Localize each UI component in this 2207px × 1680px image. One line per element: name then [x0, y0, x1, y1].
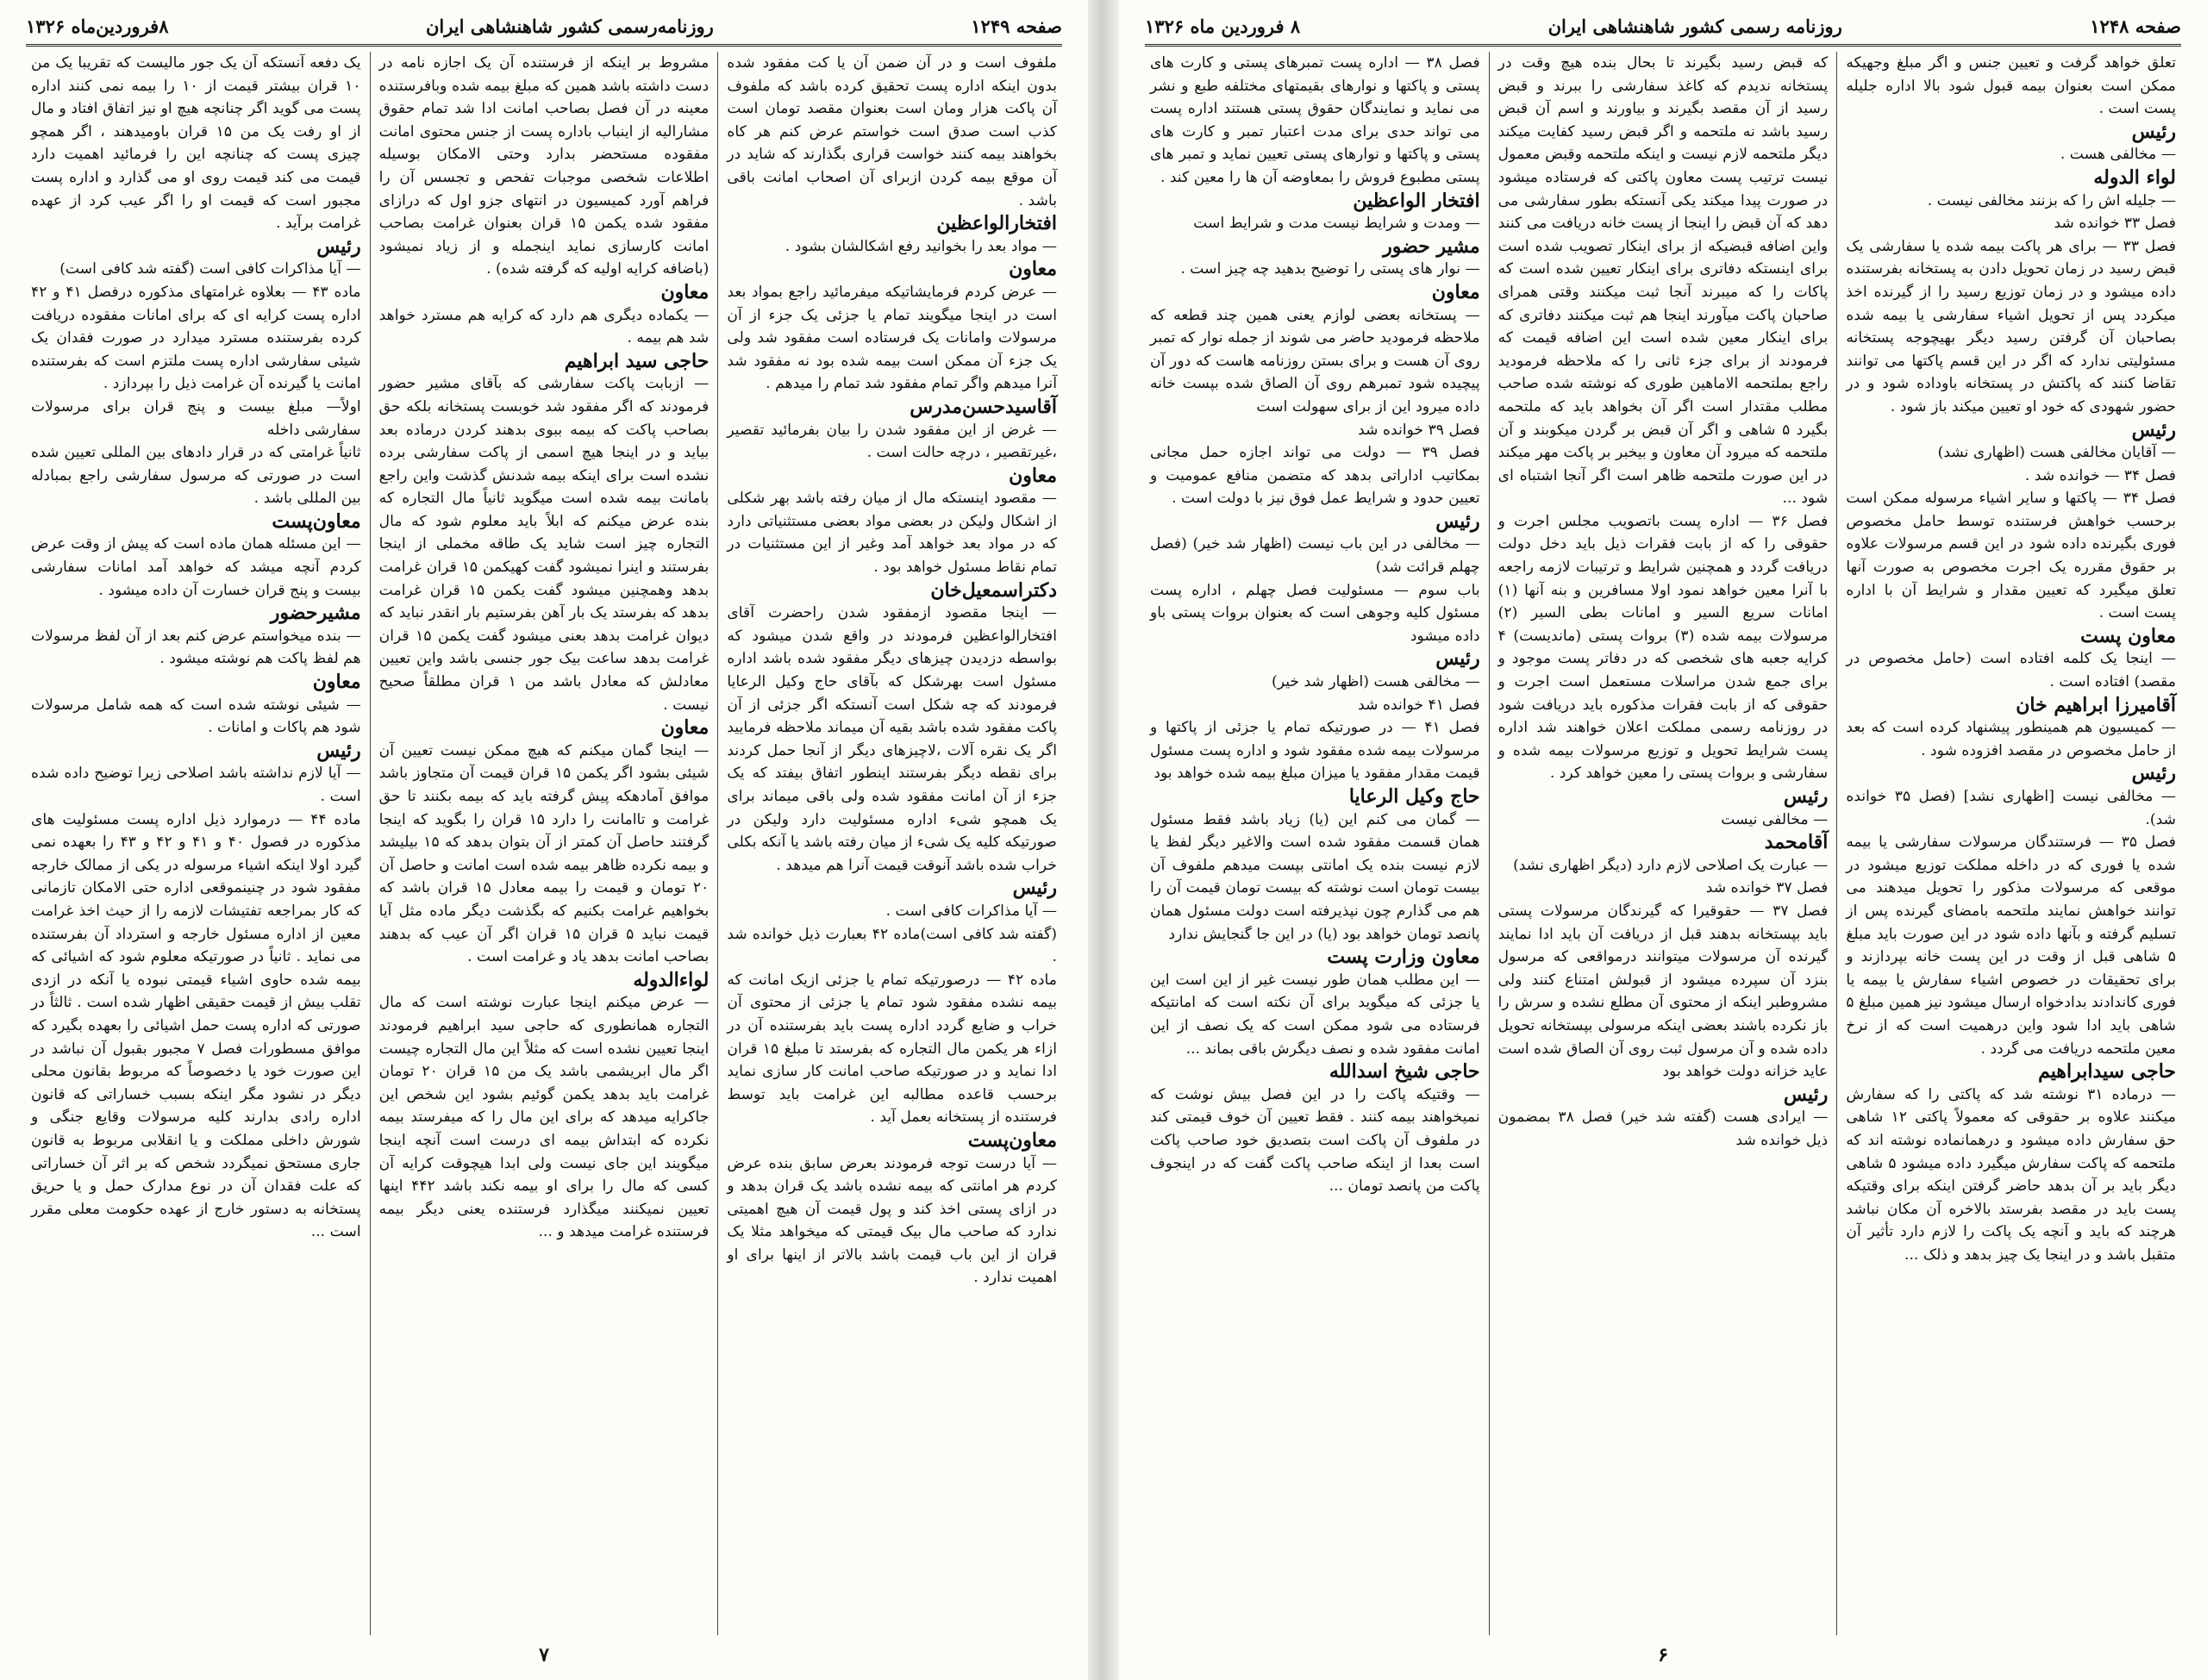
paragraph: فصل ۳۵ — فرستندگان مرسولات سفارشی یا بیمه شده یا فوری که در داخله مملکت توزیع میشود در موقعی که مرسولات مذکور را تحویل میدهند می توانند خواهش نمایند ملتحمه بامضای گیرنده پس از تسلیم گرفته و بآنها داده شود در این صورت باید مبلغ ۵ شاهی قبل از وقت در این پست خانه بپردازند و برای تحقیقات در خصوص اشیاء سفارش یا بیمه یا فوری کاندادند بدادخواه ارسال میشود نیز همین مبلغ ۵ شاهی باید ادا شود واین درهمیت است که از نرخ معین ملتحمه دریافت می گردد .: [1846, 834, 2176, 1058]
speaker-name: معاون وزارت پست: [1327, 946, 1480, 969]
speaker-name: رئیس: [316, 739, 361, 762]
text-column: [718, 52, 1066, 1635]
speaker-name: معاون‌پست: [967, 1128, 1057, 1152]
speaker-name: معاون: [1009, 464, 1057, 487]
speaker-name: حاجی سید ابراهیم: [564, 349, 710, 372]
speaker-name: حاجی سیدابراهیم: [2038, 1060, 2176, 1084]
left-page: [0, 0, 1088, 1680]
speaker-name: افتخار الواعظین: [1353, 189, 1480, 212]
paragraph: فصل ۳۳ — برای هر پاکت بیمه شده یا سفارشی یک قبض رسید در زمان تحویل دادن به پستخانه بفرستنده داده میشود و در زمان توزیع رسید را از گیرنده اخذ میکردد پس از تحویل اشیاء سفارشی یا بیمه شده بصاحبان آن گرفتن رسید دیگر بهیچوجه پستخانه مسئولیتی ندارد که اگر در این قسم پاکتها می توانند تقاضا کنند که پاکتش در پستخانه باوداده شود و در حضور شهودی که خود او تعیین میکند باز شود .: [1846, 237, 2176, 415]
paragraph: — کمیسیون هم همینطور پیشنهاد کرده است که بعد از حامل مخصوص در مقصد افزوده شود .: [1846, 719, 2176, 759]
paragraph: — آیا لازم نداشته باشد اصلاحی زیرا توضیح داده شده است .: [30, 765, 361, 805]
paragraph: فصل ۳۳ خوانده شد: [2054, 215, 2176, 233]
right-page-columns: [1141, 52, 2185, 1635]
speaker-name: معاون: [660, 280, 710, 303]
paragraph: (گفته شد کافی است)ماده ۴۲ بعبارت ذیل خوانده شد .: [727, 925, 1057, 966]
paragraph: ماده ۴۴ — درموارد ذیل اداره پست مسئولیت های مذکوره در فصول ۴۰ و ۴۱ و ۴۲ و ۴۳ را بعهده نمی گیرد اولا اینکه اشیاء مرسوله در یکی از ممالک خارجه مفقود شود در چنینموقعی اداره حتی الامکان تازمانی که کار بمراجعه تفتیشات لازمه را از حیث اخذ غرامت معین از اداره مسئول خارجه و استرداد آن بفرستنده می نماید . ثانیاً در صورتیکه معلوم شود که اشیائی که بیمه شده حاوی اشیاء قیمتی نبوده یا آنکه در ازدی تقلب بیش از قیمت حقیقی اظهار شده است . ثالثاً در صورتی که اداره پست حمل اشیائی را بعهده بگیرد که موافق مسطورات فصل ۷ مجبور بقبول آن نباشد در این صورت خود یا دخصوصاً که مربوط بقانون محلی دیگر در نشود مگر اینکه بسبب خساراتی که قانون اداره رادی بدارند کلیه مرسولات وقایع جنگی و شورش داخلی مملکت و یا انقلابی مربوط به قانون جاری مستحق نمیگردد شخص که بر اثر آن خساراتی که علت فقدان آن در نوع مدارک حمل و یا حریق پستخانه به دستور خارج از عهده حکومت معلی مقرر است ...: [30, 810, 361, 1241]
speaker-name: رئیس: [1012, 877, 1057, 900]
speaker-name: رئیس: [1783, 785, 1829, 808]
paragraph: — شیئی نوشته شده است که همه شامل مرسولات شود هم پاکات و امانات .: [30, 696, 361, 737]
paragraph: باب سوم — مسئولیت فصل چهلم ، اداره پست مسئول کلیه وجوهی است که بعنوان بروات پستی باو داده میشود: [1149, 581, 1480, 645]
paragraph: — عرض میکنم اینجا عبارت نوشته است که مال التجاره همانطوری که حاجی سید ابراهیم فرمودند اینجا تعیین نشده است که مثلاً این مال التجاره چیست اگر مال ابریشمی باشد یک من ۱۵ قران ۲۰ تومان غرامت باید بدهد یکمن گوئیم بشود این شخص این جاکرایه میدهد که برای این مال را که میفرستد بیمه نکرده که ابتداش بیمه ای درست است آنچه اینجا میگویند این جای نیست ولی ابدا هیچوقت کرایه آن کسی که مال را برای او بیمه نکند باشد ۴۴۲ اینها تعیین نمیکنند میگذارد فرستنده یعنی دیگر بیمه فرستنده غرامت میدهد و ...: [378, 994, 710, 1241]
paragraph: — وقتیکه پاکت را در این فصل بیش نوشت که نمیخواهند بیمه کنند . فقط تعیین آن خوف قیمتی کند در ملفوف آن پاکت است بتصدیق خود صاحب پاکت است بعدا از اینکه صاحب پاکت گفت که در اینجوف پاکت من پانصد تومان ...: [1149, 1085, 1480, 1196]
paragraph: اولاً— مبلغ بیست و پنج قران برای مرسولات سفارشی داخله: [30, 397, 361, 439]
paragraph: — عبارت یک اصلاحی لازم دارد (دیگر اظهاری نشد): [1513, 856, 1829, 874]
paragraph: — مخالفی هست .: [2060, 146, 2176, 164]
paragraph: — درماده ۳۱ نوشته شد که پاکتی را که سفارش میکنند علاوه بر حقوقی که معمولاً پاکتی ۱۲ شاهی حق سفارش داده میشود و درهمانماده نوشته اند که ملتحمه که پاکت سفارش میگیرد داده میشود ۵ شاهی دیگر باید بر آن بدهد حاضر گرفتن اینکه برای وقتیکه پست باید در مقصد بفرستد بالاخره آن مکان نباشد هرچند که باید و آنچه یک پاکت را لازم دارد تأثیر آن متقبل باشد و در اینجا یک چیز بدهد و ذلک ...: [1846, 1085, 2177, 1264]
speaker-name: معاون: [1431, 280, 1480, 303]
paragraph: ثانیاً غرامتی که در قرار دادهای بین المللی تعیین شده است در صورتی که مرسول سفارشی راجع بمبادله بین المللی باشد .: [30, 444, 361, 508]
paragraph: فصل ۳۴ — پاکتها و سایر اشیاء مرسوله ممکن است برحسب خواهش فرستنده توسط حامل مخصوص فوری بگیرنده داده شود در این قسم مرسولات علاوه بر حقوق مقرره یک اجرت مخصوص به صورت آنها تعلق میگیرد که تعیین مقدار و شرایط آن با اداره پست است .: [1846, 490, 2176, 622]
paragraph: — آیا مذاکرات کافی است .: [885, 902, 1057, 920]
left-page-columns: [22, 52, 1066, 1635]
speaker-name: حاجی شیخ اسدالله: [1329, 1060, 1480, 1084]
paragraph: — مخالفی نیست: [1721, 810, 1829, 828]
paragraph: — آقایان مخالفی هست (اظهاری نشد): [1937, 444, 2176, 462]
text-column: [1141, 52, 1490, 1635]
speaker-name: معاون: [1009, 258, 1057, 281]
paragraph: — مواد بعد را بخوانید رفع اشکالشان بشود .: [785, 237, 1057, 255]
paragraph: — اینجا گمان میکنم که هیچ ممکن نیست تعیین آن شیئی بشود اگر یکمن ۱۵ قران قیمت آن متجاوز باشد موافق آمادهکه پیش گرفته باید که بیمه بکنند تا حق غرامت و تاامانت را دارد ۱۵ قران را بگوید که اینجا گرفتند حاصل آن کمتر از آن بتوان بدهد که ۱۵ بیلیشد و بیمه نکرده ظاهر بیمه شده است امانت و حاصل آن ۲۰ تومان و قیمت را بیمه معادل ۱۵ قران باشد که بخواهیم غرامت بکنیم که بگذشت دیگر ماده مثل آیا قیمت نباید ۵ قران ۱۵ قران اگر آن عیب که بدهند بصاحب امانت بدهد یاد و غرامت است .: [378, 741, 710, 966]
left-header-date: ۸فروردین‌ماه ۱۳۲۶: [26, 15, 169, 37]
speaker-name: آقامحمد: [1764, 831, 1829, 854]
paragraph: — مقصود اینستکه مال از میان رفته باشد بهر شکلی از اشکال ولیکن در بعضی مواد بعضی مستثنیاتی دارد که در مواد بعد خواهد آمد وغیر از این مستثنیات در تمام نقاط مسئول خواهد بود .: [727, 490, 1057, 577]
right-header-page-label: صفحه ۱۲۴۸: [2090, 15, 2181, 37]
speaker-name: دکتراسمعیل‌خان: [930, 578, 1057, 602]
paragraph: فصل ۳۹ خوانده شد: [1358, 421, 1480, 439]
speaker-name: رئیس: [1783, 1083, 1829, 1106]
right-header-date: ۸ فروردین ماه ۱۳۲۶: [1145, 15, 1301, 37]
paragraph: مشروط بر اینکه از فرستنده آن یک اجازه نامه در دست داشته باشد همین که مبلغ بیمه شده وبافرستنده معینه در آن فصل بصاحب امانت ادا شد تمام حقوق مشارالیه از اینباب باداره پست از جنس محتوی امانت مفقوده مستحضر بدارد وحتی الامکان بوسیله اطلاعات شخصی موجبات تفحص و تجسس آن را فراهم آورد کمیسیون در انتهای جزو اول که درازای مفقود شده یکمن ۱۵ قران بعنوان غرامت بصاحب امانت کارسازی نماید اینجمله و از زیاد نمیشود (باضافه کرایه اولیه که گرفته شده) .: [378, 54, 710, 278]
paragraph: — مخالفی در این باب نیست (اظهار شد خیر) (فصل چهلم قرائت شد): [1149, 535, 1480, 577]
left-page-number: ۷: [539, 1644, 549, 1666]
right-page-number: ۶: [1658, 1644, 1668, 1666]
speaker-name: رئیس: [2131, 120, 2176, 143]
speaker-name: مشیر حضور: [1383, 234, 1480, 258]
paragraph: فصل ۴۱ خوانده شد: [1358, 696, 1480, 714]
speaker-name: حاج وکیل الرعایا: [1348, 785, 1480, 808]
speaker-name: رئیس: [1435, 509, 1480, 533]
speaker-name: آقامیرزا ابراهیم خان: [2016, 693, 2176, 716]
paragraph: — ایرادی هست (گفته شد خیر) فصل ۳۸ بمضمون ذیل خوانده شد: [1497, 1109, 1829, 1149]
paragraph: — آیا مذاکرات کافی است (گفته شد کافی است): [59, 260, 361, 278]
speaker-name: رئیس: [2131, 762, 2176, 785]
left-header-page-label: صفحه ۱۲۴۹: [971, 15, 1062, 37]
speaker-name: رئیس: [2131, 418, 2176, 441]
paragraph: که قبض رسید بگیرند تا بحال بنده هیچ وقت در پستخانه ندیدم که کاغذ سفارشی را ببرند و قبض رسید از آن مقصد بگیرند و بیاورند و اسم آن قبض رسید باشد نه ملتحمه و اگر قبض رسید کفایت میکند دیگر ملتحمه لازم نیست و اینکه ملتحمه وقبض معمول نیست ترتیب پست معاون پاکتی که فرستاده میشود در صورت پیدا میکند یکی آنستکه بطور سفارشی می دهد که آن قبض را اینجا از پست خانه دریافت می کنند واین اضافه قبضیکه از برای اینکار تصویب شده است برای اینستکه دفاتری برای اینکار تعیین شده است که پاکات را که میبرند آنجا ثبت میکنند وقتی همرای صاحبان پاکت میآورند اینجا هم ثبت میکنند دفاتری که برای اینکار معین شده است این اضافه قیمت که فرمودند از برای جزء ثانی را که ملاحظه فرمودید راجع بملتحمه الاماهین طوری که نوشته شده صاحب مطلب مقتدار است اگر آن بخواهد باید که ملتحمه بگیرد ۵ شاهی و اگر آن قبض بر گردن میکوبند و آن ملتحمه که میرود آن معاون و بیخبر بر پاکت مهر میکند در این صورت ملتحمه ظاهر است اگر آنجا اشتباه ای شود ...: [1497, 54, 1829, 508]
right-page: [1119, 0, 2207, 1680]
speaker-name: معاون: [660, 716, 710, 740]
paragraph: یک دفعه آنستکه آن یک جور مالیست که تقریبا یک من ۱۰ قران بیشتر قیمت از ۱۰ را بیمه نمی کنند اداره پست می گوید اگر چنانچه هیچ او نیز اتفاق افتاد و مال از او رفت یک من ۱۵ قران باومیدهند ، اگر همچو چیزی پست که چنانچه این را فرمائید اهمیت دارد قیمت می کند قیمت روی او می گذارد و اداره پست مجبور است که قیمت او را اگر عیب کرد از عهده غرامت برآید .: [30, 54, 361, 233]
paragraph: — این مسئله همان ماده است که پیش از وقت عرض کردم آنچه میشد که خواهد آمد امانات سفارشی بیست و پنج قران خسارت آن داده میشود .: [30, 535, 361, 599]
paragraph: — مخالفی هست (اظهار شد خیر): [1272, 673, 1480, 691]
right-page-header: [1145, 9, 2181, 43]
speaker-name: لواء الدوله: [2093, 166, 2176, 189]
paragraph: ملفوف است و در آن ضمن آن یا کت مفقود شده بدون اینکه اداره پست تحقیق کرده باشد که ملفوف آن پاکت هزار ومان است بعنوان مقصد تومان است کذب است صدق است خواستم عرض کنم هر کاه بخواهند بیمه کنند خواست قراری بگذارند که شاید در آن موقع بیمه کردن ازبرای آن اصحاب امانت باقی باشد .: [727, 54, 1057, 209]
paragraph: فصل ۳۴ — خوانده شد .: [2024, 466, 2176, 484]
header-rule: [26, 44, 1062, 47]
paragraph: فصل ۳۷ خوانده شد: [1705, 879, 1829, 897]
paragraph: — ومدت و شرایط نیست مدت و شرایط است: [1193, 215, 1480, 233]
text-column: [1837, 52, 2185, 1635]
right-header-title: روزنامه رسمی کشور شاهنشاهی ایران: [1547, 15, 1842, 37]
text-column: [22, 52, 371, 1635]
paragraph: — اینجا یک کلمه افتاده است (حامل مخصوص در مقصد) افتاده است .: [1846, 650, 2176, 691]
paragraph: — عرض کردم فرمایشاتیکه میفرمائید راجع بمواد بعد است در اینجا میگویند تمام یا جزئی یک جزء از آن مرسولات وامانات یک فرستاده است مفقود شد ولی یک جزء آن ممکن است بیمه شده بود نه مفقود شد آنرا میدهم واگر تمام مفقود شد تمام را میدهم .: [727, 283, 1057, 393]
speaker-name: معاون‌پست: [272, 509, 361, 533]
left-header-title: روزنامه‌رسمی کشور شاهنشاهی ایران: [425, 15, 714, 37]
paragraph: ماده ۴۳ — بعلاوه غرامتهای مذکوره درفصل ۴۱ و ۴۲ اداره پست کرایه ای که برای امانات مفقوده دریافت کرده بفرستنده مسترد میدارد در صورت فقدان یک شیئی سفارشی اداره پست ملتزم است که بفرستنده امانت یا گیرنده آن غرامت ذیل را بپردازد .: [30, 283, 361, 393]
speaker-name: مشیرحضور: [270, 602, 361, 625]
speaker-name: معاون پست: [2080, 624, 2176, 647]
paragraph: فصل ۳۸ — اداره پست تمبرهای پستی و کارت های پستی و پاکتها و نوارهای بقیمتهای مختلفه طبع و نشر می نماید و نمایندگان حقوق پستی هستند اداره پست می تواند حدی برای مدت اعتبار تمبر و کارت های پستی و پاکتها و نوارهای پستی تعیین نماید و تمبر های پستی مطبوع فروش را بمعاوضه آن ها را معین کند .: [1149, 54, 1480, 186]
speaker-name: لواءالدوله: [633, 968, 710, 991]
paragraph: — اینجا مقصود ازمفقود شدن راحضرت آقای افتخارالواعظین فرمودند در واقع شدن میشود که بواسطه دزدیدن چیزهای دیگر مفقود شده باشد اداره مسئول است بهرشکل که بآقای حاج وکیل الرعایا فرمودند که چه شکل است آنستکه اگر جزئی از آن پاکت مفقود شده باشد بقیه آن میماند ملاحظه فرمایید اگر یک نقره آلات ،لاچیزهای دیگر از آنجا حمل کردند برای نقطه دیگر بفرستند اینطور اتفاق بیفتد که یک جزء از آن امانت مفقود شده ولی باقی میماند برای یک همچو شیء اداره مسئولیت دارد ولیکن در صورتیکه کلیه یک شیء از میان رفته باشد یا آنکه بکلی خراب شده باشد آنوقت قیمت آنرا هم میدهد .: [727, 604, 1057, 874]
speaker-name: افتخارالواعظین: [936, 212, 1057, 235]
paragraph: — یکماده دیگری هم دارد که کرایه هم مسترد خواهد شد هم بیمه .: [378, 306, 710, 347]
paragraph: — نوار های پستی را توضیح بدهید چه چیز است .: [1180, 260, 1480, 278]
text-column: [371, 52, 719, 1635]
paragraph: فصل ۳۹ — دولت می تواند اجازه حمل مجانی بمکاتیب اداراتی بدهد که متضمن منافع عمومیت و تعیین حدود و شرایط عمل فوق نیز با دولت است .: [1149, 444, 1480, 508]
paragraph: — جلیله اش را که بزنند مخالفی نیست .: [1927, 191, 2176, 209]
left-page-header: [26, 9, 1062, 43]
paragraph: فصل ۴۱ — در صورتیکه تمام یا جزئی از پاکتها و مرسولات بیمه شده مفقود شود و اداره پست مسئول قیمت مقدار مفقود یا میزان مبلغ بیمه شده خواهد بود: [1149, 719, 1480, 783]
paragraph: — بنده میخواستم عرض کنم بعد از آن لفظ مرسولات هم لفظ پاکت هم نوشته میشود .: [30, 627, 361, 668]
paragraph: تعلق خواهد گرفت و تعیین جنس و اگر مبلغ وجهیکه ممکن است بعنوان بیمه قبول شود بالا اداره جلیله پست است .: [1846, 54, 2176, 118]
paragraph: — پستخانه بعضی لوازم یعنی همین چند قطعه که ملاحظه فرمودید حاضر می شوند از جمله نوار که تمبر روی آن هست و برای بستن روزنامه هاست که دور آن پیچیده شود تمبرهم روی آن الصاق شده بپست خانه داده میرود این از برای سهولت است: [1149, 306, 1480, 415]
paragraph: فصل ۳۷ — حقوقیرا که گیرندگان مرسولات پستی باید بپستخانه بدهند قبل از دریافت آن باید ادا نمایند گیرنده آن مرسولات میتوانند درمواقعی که مرسول بنزد آن سپرده میشود از قبولش امتناع کنند ولی مشروطبر اینکه از محتوی آن مطلع نشده و سرش را باز نکرده باشند بعضی اینکه مرسولی بپستخانه تحویل داده شده و آن مرسول ثبت روی آن الصاق شده است عاید خزانه دولت خواهد بود: [1497, 902, 1829, 1081]
paragraph: — ازبابت پاکت سفارشی که بآقای مشیر حضور فرمودند که اگر مفقود شد خوبست پستخانه بلکه حق بصاحب پاکت که بیمه ببوی بدهند کردن درماده بعد بیاید و در اینجا هیچ اسمی از پاکت سفارشی برده نشده است برای اینکه بیمه شدنش گذشت واین راجع بامانت بیمه شده است میگوید ثانیاً مال التجاره که بنده عرض میکنم که ابلاً باید معلوم شود که مال التجاره چیز است شاید یک طاقه مخملی از اینجا بفرستند و اینرا نمیشود گفت کهیکمن ۱۵ قران غرامت بدهد وهمچنین میشود گفت یکمن ۱۵ قران غرامت بدهد که بفرستد یک بار آهن بفرستیم بار انقدر نباید که دیوان غرامت بدهد بعنی میشود گفت یکمن ۱۵ قران غرامت بدهد ساعت بیک جور جنسی باشد واین تعیین معادلش که معادل باشد من ۱ قران مطلقاً صحیح نیست .: [378, 375, 710, 714]
text-column: [1490, 52, 1838, 1635]
paragraph: — آیا درست توجه فرمودند بعرض سابق بنده عرض کردم هر امانتی که بیمه نشده باشد یک قران بدهد و در ازای پستی اخذ کند و پول قیمت آن هیچ اهمیتی ندارد که صاحب مال بیک قیمتی که میخواهد مثلا یک قران از این باب قیمت باشد بالاتر از اینها برای او اهمیت ندارد .: [727, 1154, 1057, 1287]
paragraph: — این مطلب همان طور نیست غیر از این است این یا جزئی که میگوید برای آن نکته است که امانتیکه فرستاده می شود ممکن است که یک نصف از این امانت مفقود شده و نصف دیگرش باقی بماند ...: [1149, 971, 1480, 1058]
speaker-name: رئیس: [1435, 647, 1480, 671]
paragraph: — مخالفی نیست [اظهاری نشد] (فصل ۳۵ خوانده شد).: [1846, 788, 2176, 828]
paragraph: ماده ۴۲ — درصورتیکه تمام یا جزئی ازیک امانت که بیمه نشده مفقود شود تمام یا جزئی از محتوی آن خراب و ضایع گردد اداره پست باید بفرستنده آن در ازاء هر یکمن مال التجاره که بفرستد تا مبلغ ۱۵ قران ادا نماید و در صورتیکه صاحب امانت کار سازی نماید برحسب قاعده مطالبه این غرامت باید توسط فرستنده از پستخانه بعمل آید .: [727, 971, 1057, 1127]
speaker-name: رئیس: [316, 234, 361, 258]
paragraph: فصل ۳۶ — اداره پست باتصویب مجلس اجرت و حقوقی را که از بابت فقرات ذیل باید دخل دولت دریافت گردد و همچنین شرایط و ترتیبات لازمه راجعه با آنرا معین خواهد نمود اولا مسافرین و بنه آنها (۱) امانات سریع السیر و امانات بطی السیر (۲) مرسولات بیمه شده (۳) بروات پستی (ماندیست) ۴ کرایه جعبه های شخصی که در دفاتر پست موجود و برای جمع شدن مراسلات مستعمل است اجرت و حقوقی که از بابت فقرات مذکوره باید دریافت شود در روزنامه رسمی مملکت اعلان خواهند شد اداره پست شرایط تحویل و توزیع مرسولات بیمه شده و سفارشی و بروات پستی را معین خواهد کرد .: [1497, 512, 1829, 783]
header-rule: [1145, 44, 2181, 47]
speaker-name: معاون: [312, 671, 361, 694]
paragraph: — غرض از این مفقود شدن را بیان بفرمائید تقصیر ،غیرتقصیر ، درچه حالت است .: [727, 421, 1057, 462]
paragraph: — گمان می کنم این (یا) زیاد باشد فقط مسئول همان قسمت مفقود شده است والاغیر دیگر لفظ یا لازم نیست بنده یک امانتی بپست میدهم ملفوف آن بیست تومان است نوشته که بیست تومان قیمت آن را هم می گذارم چون نپذیرفته است دولت مسئول همان پانصد تومان خواهد بود (یا) در این جا گنجایش ندارد: [1149, 810, 1480, 943]
page-gutter: [1088, 0, 1119, 1680]
speaker-name: آقاسیدحسن‌مدرس: [910, 395, 1057, 418]
